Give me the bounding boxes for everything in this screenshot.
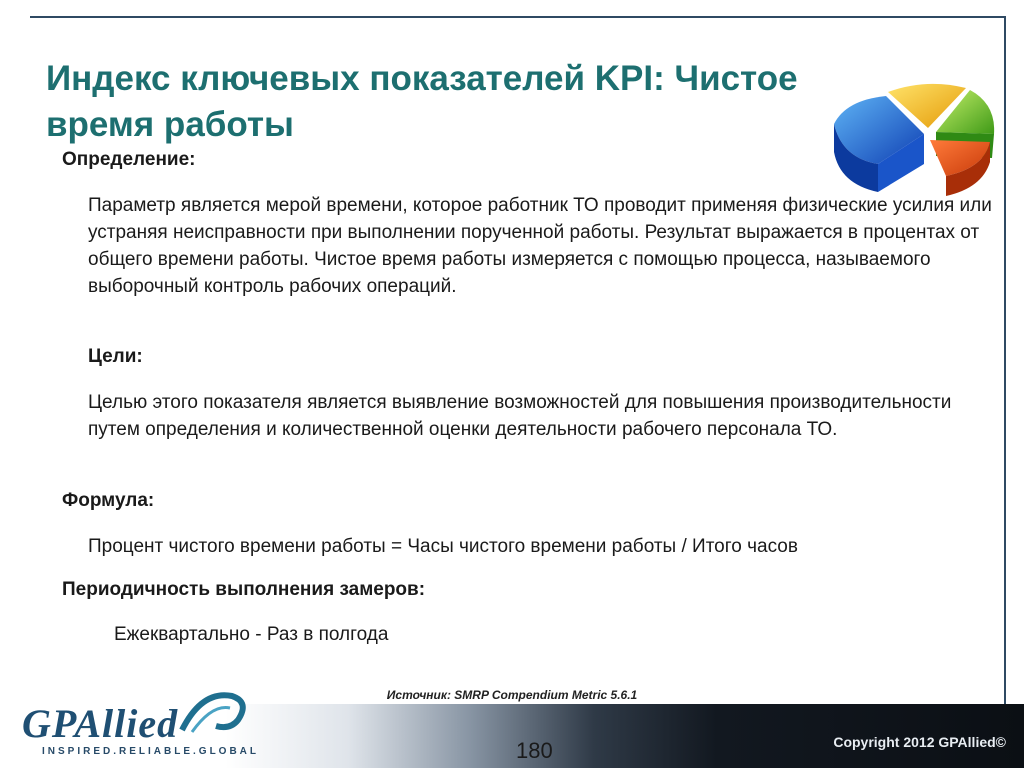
copyright-text: Copyright 2012 GPAllied© bbox=[833, 734, 1006, 750]
goals-heading: Цели: bbox=[88, 346, 143, 367]
slide-title: Индекс ключевых показателей KPI: Чистое время работы bbox=[46, 59, 798, 144]
periodicity-text: Ежеквартально - Раз в полгода bbox=[114, 624, 389, 645]
formula-text: Процент чистого времени работы = Часы чистого времени работы / Итого часов bbox=[88, 536, 798, 557]
definition-text: Параметр является мерой времени, которое работник ТО проводит применяя физические усилия или устраняя неисправности при выполнении порученной работы. Результат выражается в процентах от общего времени работы. Чистое время работы измеряется с помощью процесса, называемого выборочный контроль рабочих операций. bbox=[88, 195, 992, 297]
formula-heading: Формула: bbox=[62, 490, 155, 511]
definition-heading: Определение: bbox=[62, 149, 196, 170]
swirl-logo-icon bbox=[172, 686, 252, 742]
source-note: Источник: SMRP Compendium Metric 5.6.1 bbox=[386, 688, 638, 702]
logo-tagline: INSPIRED.RELIABLE.GLOBAL bbox=[42, 746, 260, 757]
gpallied-logo bbox=[22, 686, 262, 766]
3d-pie-chart-icon bbox=[826, 72, 998, 204]
logo-text: GPAllied bbox=[22, 701, 179, 746]
periodicity-heading: Периодичность выполнения замеров: bbox=[62, 579, 426, 600]
goals-text: Целью этого показателя является выявление возможностей для повышения производительности путем определения и количественной оценки деятельности рабочего персонала ТО. bbox=[88, 392, 952, 440]
page-number: 180 bbox=[516, 738, 553, 763]
